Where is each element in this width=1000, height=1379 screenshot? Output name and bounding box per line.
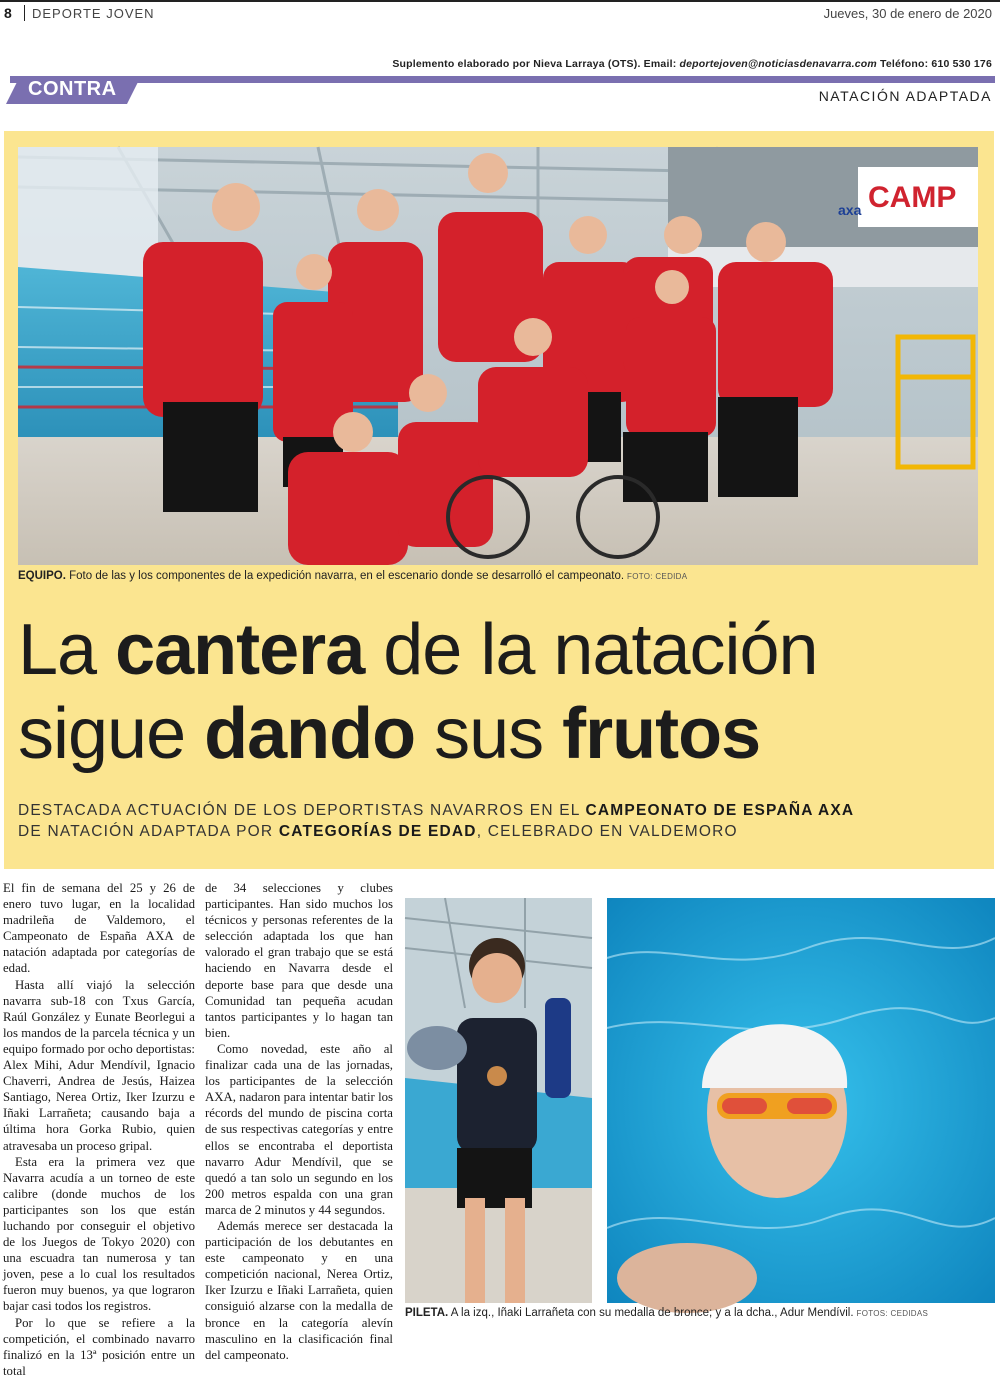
topic-label: NATACIÓN ADAPTADA [818, 88, 992, 104]
subheadline [18, 800, 983, 842]
subhead-part: DE NATACIÓN ADAPTADA POR [18, 823, 279, 840]
banner-camp-text: CAMP [868, 181, 957, 214]
caption-credit: FOTO: CEDIDA [627, 572, 688, 581]
article-paragraph: Esta era la primera vez que Navarra acudía a un torneo de este calibre (donde muchos de los participantes son los que están luchando por conseguir el objetivo de los Juegos de Tokyo 2020) con una escuadra tan numerosa y tan joven, pese a lo cual los resultados fueron muy buenos, ya que lograron bajar casi todos los registros. [3, 1154, 195, 1314]
caption-credit: FOTOS: CEDIDAS [856, 1309, 929, 1318]
subhead-bold: CAMPEONATO DE ESPAÑA AXA [585, 802, 855, 819]
headline-bold: frutos [562, 694, 761, 774]
caption-key: EQUIPO. [18, 570, 66, 582]
section-rule [10, 76, 995, 83]
headline-part: de la natación [364, 610, 818, 690]
headline-bold: dando [204, 694, 416, 774]
article-paragraph: El fin de semana del 25 y 26 de enero tuvo lugar, en la localidad madrileña de Valdemoro, el Campeonato de España AXA de natación adaptada por categorías de edad. [3, 881, 195, 976]
subhead-part: DESTACADA ACTUACIÓN DE LOS DEPORTISTAS NAVARROS EN EL [18, 802, 586, 819]
header-divider [24, 5, 25, 21]
headline-part: La [18, 610, 116, 690]
subhead-part: , CELEBRADO EN VALDEMORO [476, 823, 738, 840]
credit-email[interactable]: deportejoven@noticiasdenavarra.com [679, 58, 877, 70]
issue-date: Jueves, 30 de enero de 2020 [823, 6, 992, 21]
supplement-credit [392, 58, 992, 70]
swimmer-photo-illustration [607, 898, 995, 1303]
headline [18, 608, 993, 776]
page-number: 8 [4, 5, 12, 21]
article-column-1 [3, 880, 195, 1379]
swimmer-photo [607, 898, 995, 1303]
bottom-photos-caption [405, 1307, 928, 1319]
article-paragraph: Además merece ser destacada la participación de los debutantes en este campeonato y en una competición nacional, Nerea Ortiz, Iker Izurzu e Iñaki Larrañeta, quien consiguió alzarse con la medalla de bronce en la categoría alevín masculino en la clasificación final del campeonato. [205, 1218, 393, 1362]
article-column-2 [205, 880, 393, 1363]
banner-sponsor-text: axa [838, 202, 862, 218]
article-paragraph: Hasta allí viajó la selección navarra sub-18 con Txus García, Raúl González y Eunate Beorlegui a los mandos de la parcela técnica y un equipo formado por ocho deportistas: Alex Mihi, Adur Mendívil, Ignacio Chaverri, Andrea de Jesús, Haizea Santiago, Nerea Ortiz, Iker Izurzu e Iñaki Larrañeta; causando baja a última hora Gorka Rubio, quien atravesaba un proceso gripal. [3, 977, 195, 1153]
medal-photo [405, 898, 592, 1303]
caption-text: Foto de las y los componentes de la expedición navarra, en el escenario donde se desarrolló el campeonato. [65, 570, 625, 582]
headline-part: sus [415, 694, 563, 774]
team-photo [18, 147, 978, 565]
article-paragraph: Como novedad, este año al finalizar cada una de las jornadas, los participantes de la selección AXA, nadaron para intentar batir los récords del mundo de piscina corta de sus respectivas categorías y entre ellos se encontraba el deportista navarro Adur Mendívil, que se quedó a tan solo un segundo en los 200 metros espalda con una gran marca de 2 minutos y 44 segundos. [205, 1041, 393, 1217]
credit-text: Suplemento elaborado por Nieva Larraya (OTS). Email: [392, 58, 677, 70]
page-header [0, 0, 1000, 22]
article-paragraph: de 34 selecciones y clubes participantes. Han sido muchos los técnicos y personas referentes de la selección adaptada los que han valorado el gran trabajo que se está haciendo en Navarra desde el deporte base para que desde una Comunidad tan pequeña acudan tantos participantes y lo hagan tan bien. [205, 881, 393, 1040]
team-photo-caption [18, 570, 687, 582]
medal-photo-illustration [405, 898, 592, 1303]
team-photo-illustration [18, 147, 978, 565]
contra-label: CONTRA [28, 78, 117, 100]
caption-key: PILETA. [405, 1307, 449, 1319]
headline-part: sigue [18, 694, 205, 774]
headline-bold: cantera [115, 610, 365, 690]
article-paragraph: Por lo que se refiere a la competición, el combinado navarro finalizó en la 13ª posición entre un total [3, 1315, 195, 1378]
subhead-bold: CATEGORÍAS DE EDAD [278, 823, 477, 840]
credit-phone: Teléfono: 610 530 176 [880, 58, 992, 70]
caption-text: A la izq., Iñaki Larrañeta con su medalla de bronce; y a la dcha., Adur Mendívil. [448, 1307, 854, 1319]
section-name: DEPORTE JOVEN [32, 6, 155, 21]
